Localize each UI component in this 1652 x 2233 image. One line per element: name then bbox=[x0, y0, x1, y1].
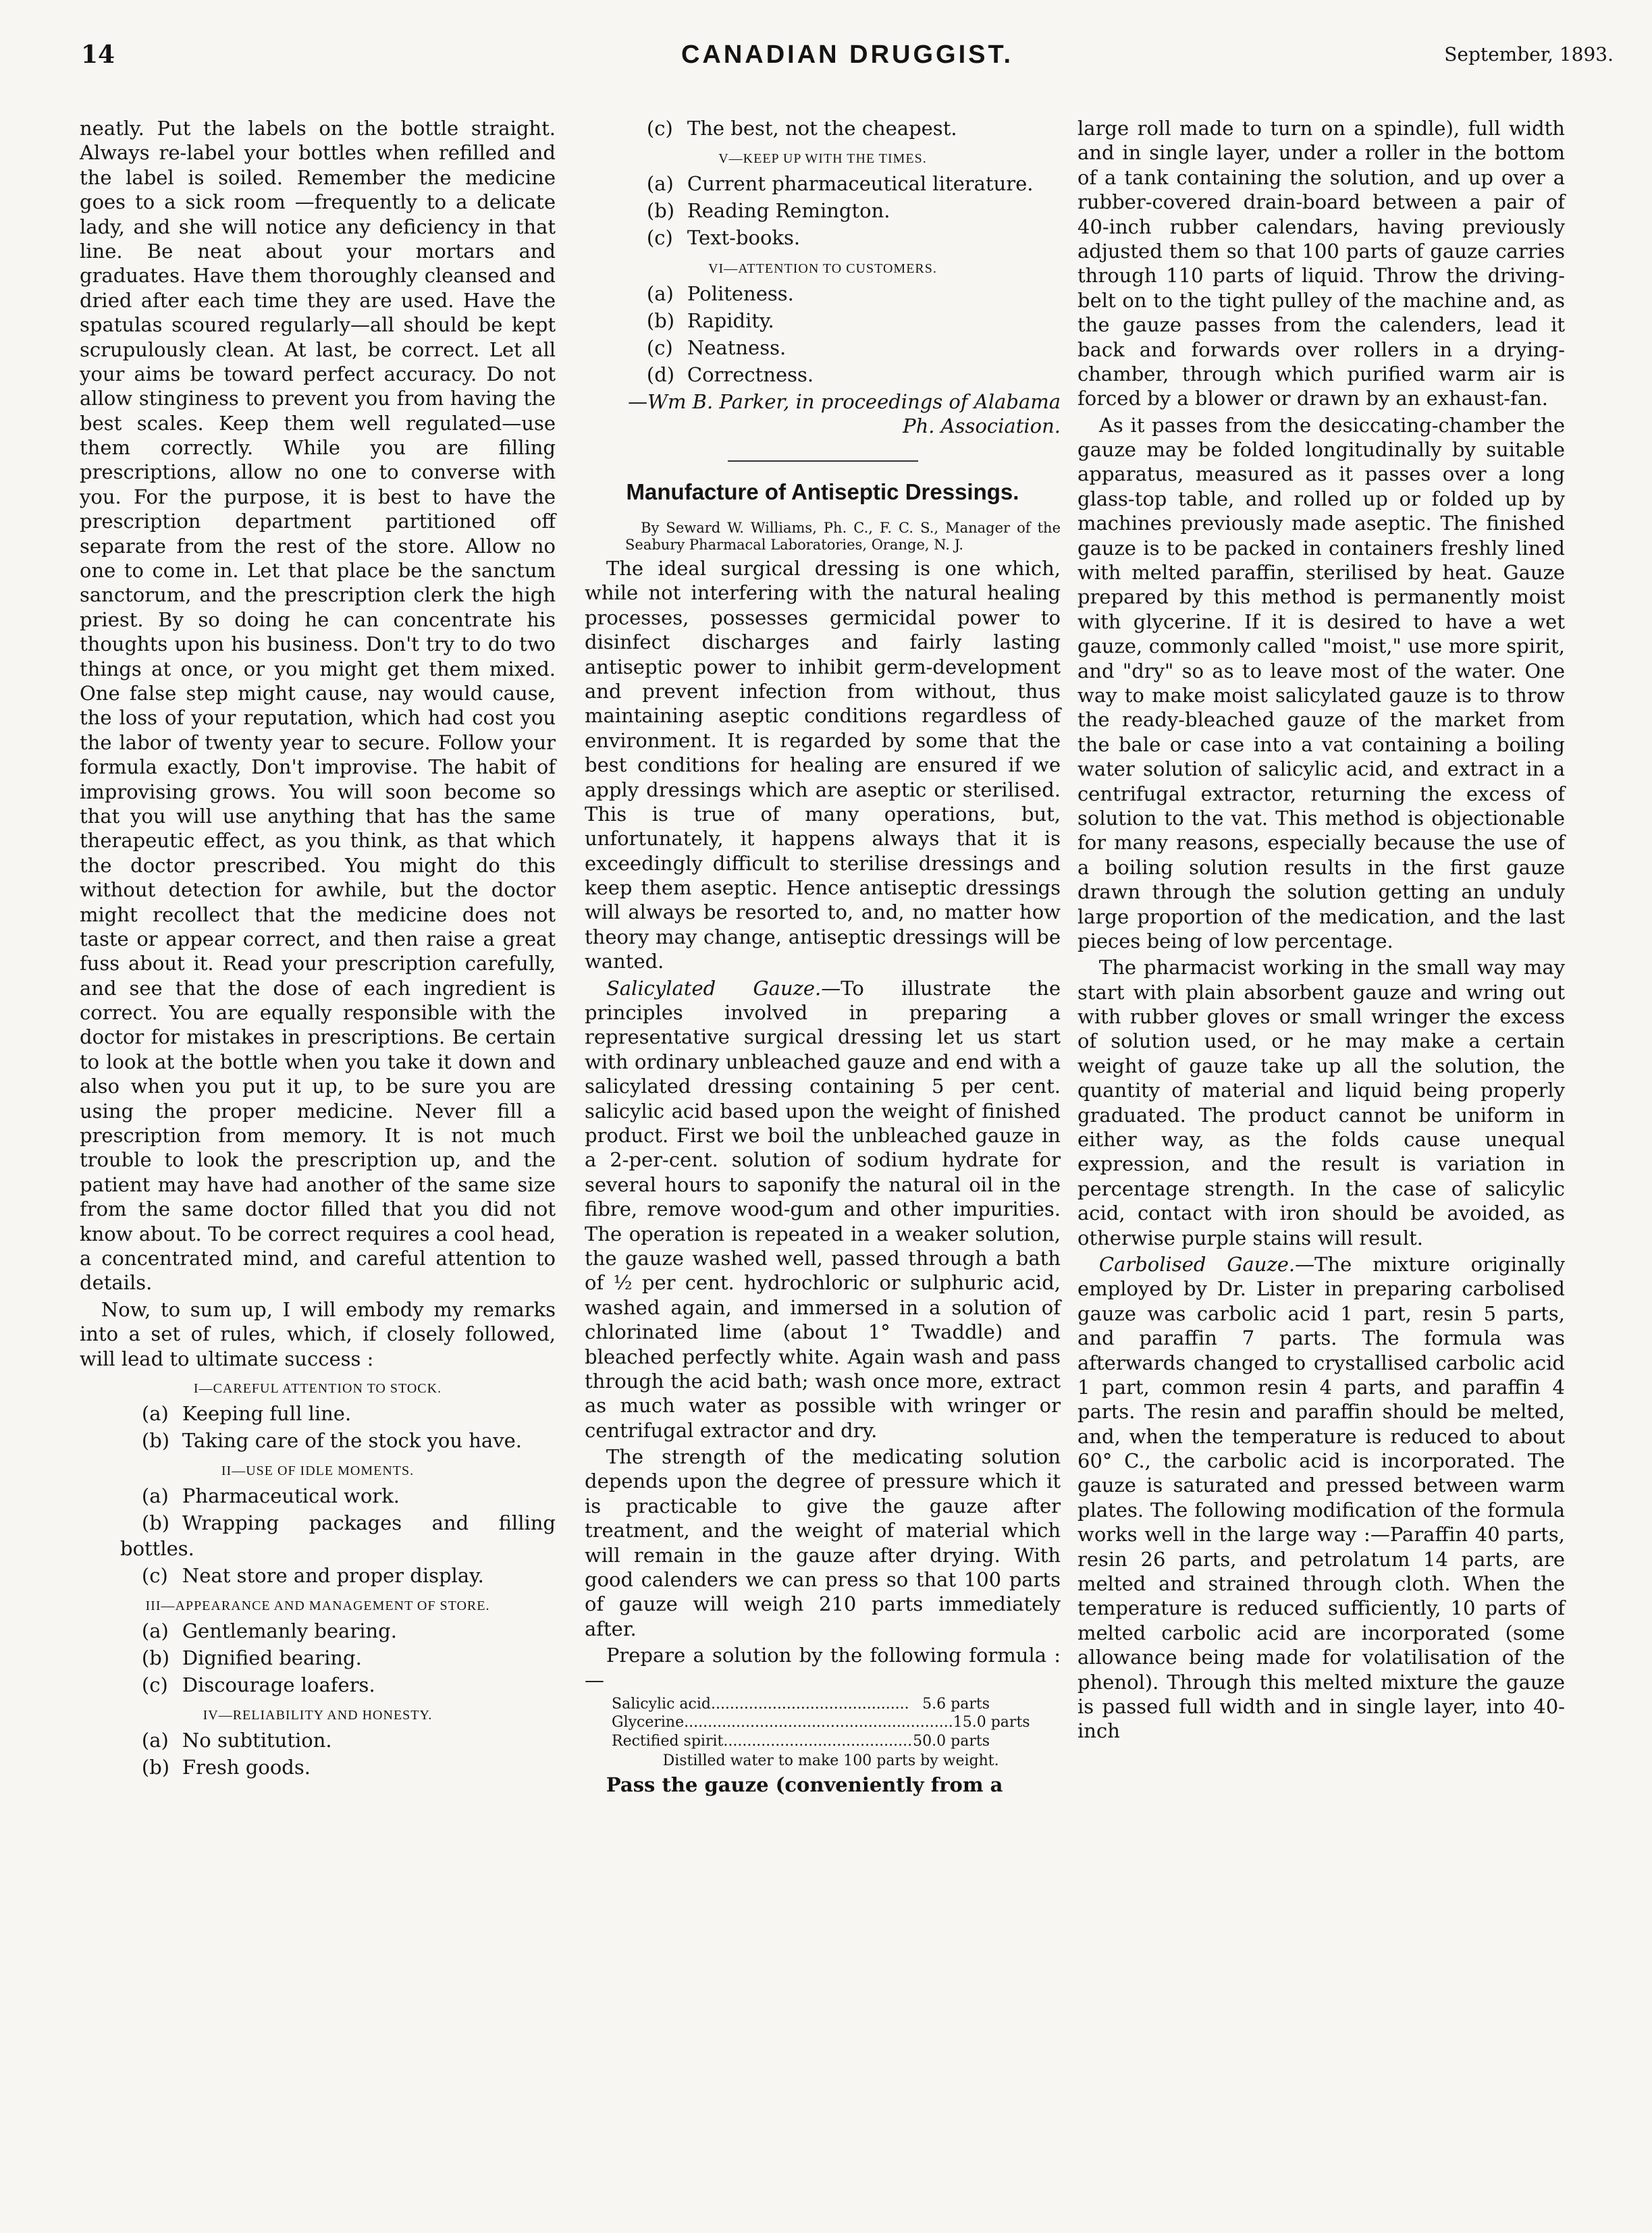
rule-heading: V—KEEP UP WITH THE TIMES. bbox=[718, 151, 927, 167]
rule-item: (b) Reading Remington. bbox=[646, 199, 890, 223]
column-2 bbox=[585, 116, 1061, 1799]
subheading: Salicylated Gauze. bbox=[606, 976, 822, 1000]
paragraph: Prepare a solution by the following formula :— bbox=[585, 1644, 1061, 1692]
article-title: Manufacture of Antiseptic Dressings. bbox=[626, 479, 1019, 504]
page-number: 14 bbox=[81, 41, 115, 69]
rule-item: (c) Neat store and proper display. bbox=[141, 1563, 484, 1587]
paragraph: The pharmacist working in the small way may start with plain absorbent gauze and wring out with rubber gloves or small wringer the excess of solution used, or he may make a certain weight of gauze take up all the solution, the quantity of material and liquid being properly graduated. The product cannot be uniform in either way, as the folds cause unequal expression, and the result is variation in percentage strength. In the case of salicylic acid, contact with iron should be avoided, as otherwise purple stains will result. bbox=[1077, 956, 1565, 1249]
rule-item: (b) Dignified bearing. bbox=[141, 1646, 362, 1669]
rule-item: (b) Taking care of the stock you have. bbox=[141, 1429, 522, 1453]
attribution: —Wm B. Parker, in proceedings of Alabama Ph. Association. bbox=[628, 390, 1061, 438]
paragraph: Now, to sum up, I will embody my remarks into a set of rules, which, if closely followed, will lead to ultimate success : bbox=[80, 1297, 556, 1370]
rule-item: (b) Rapidity. bbox=[646, 308, 774, 332]
rule-heading: II—USE OF IDLE MOMENTS. bbox=[221, 1463, 415, 1479]
column-1 bbox=[80, 116, 556, 1783]
paragraph: As it passes from the desiccating-chamber the gauze may be folded longitudinally by suitable apparatus, measured as it passes over a long glass-top table, and rolled up or folded up by machines previously made aseptic. The finished gauze is to be packed in containers freshly lined with melted paraffin, sterilised by heat. Gauze prepared by this method is permanently moist with glycerine. If it is desired to have a wet gauze, commonly called "moist," use more spirit, and "dry" so as to leave most of the water. One way to make moist salicylated gauze is to throw the ready-bleached gauze of the market from the bale or case into a vat containing a boiling water solution of salicylic acid, and extract in a centrifugal extractor, returning the excess of solution to the vat. This method is objectionable for many reasons, especially because the use of a boiling solution results in the first gauze drawn through the solution getting an unduly large proportion of the medication, and the last pieces being of low percentage. bbox=[1077, 413, 1565, 952]
rule-heading: III—APPEARANCE AND MANAGEMENT OF STORE. bbox=[145, 1598, 490, 1613]
rule-item: (a) Politeness. bbox=[646, 281, 794, 305]
page-header bbox=[81, 41, 1614, 88]
article-separator bbox=[728, 460, 918, 462]
rule-item: (d) Correctness. bbox=[646, 362, 814, 386]
rule-item: (b) Wrapping packages and filling bottles. bbox=[120, 1511, 556, 1560]
paragraph: Salicylated Gauze.—To illustrate the principles involved in preparing a representative surgical dressing let us start with ordinary unbleached gauze and end with a salicylated dressing containing 5 per cent. salicylic acid based upon the weight of finished product. First we boil the unbleached gauze in a 2-per-cent. solution of sodium hydrate for several hours to saponify the natural oil in the fibre, remove wood-gum and other impurities. The operation is repeated in a weaker solution, the gauze washed well, passed through a bath of ½ per cent. hydrochloric or sulphuric acid, washed again, and immersed in a solution of chlorinated lime (about 1° Twaddle) and bleached perfectly white. Again wash and pass through the acid bath; wash once more, extract as much water as possible with wringer or centrifugal extractor and dry. bbox=[585, 976, 1061, 1442]
rule-item: (a) Gentlemanly bearing. bbox=[141, 1619, 397, 1642]
rule-item: (a) Keeping full line. bbox=[141, 1402, 352, 1426]
paragraph: neatly. Put the labels on the bottle straight. Always re-label your bottles when refilled and the label is soiled. Remember the medicine goes to a sick room —frequently to a delicate lady, and she will notice any deficiency in that line. Be neat about your mortars and graduates. Have them thoroughly cleansed and dried after each time they are used. Have the spatulas scoured regularly—all should be kept scrupulously clean. At last, be correct. Let all your aims be toward perfect accuracy. Do not allow stinginess to prevent you from having the best scales. Keep them well regulated—use them correctly. While you are filling prescriptions, allow no one to converse with you. For the purpose, it is best to have the prescription department partitioned off separate from the rest of the store. Allow no one to come in. Let that place be the sanctum sanctorum, and the prescription clerk the high priest. By so doing he can concentrate his thoughts upon his business. Don't try to do two things at once, or you might get them mixed. One false step might cause, nay would cause, the loss of your reputation, which had cost you the labor of twenty year to secure. Follow your formula exactly, Don't improvise. The habit of improvising grows. You will soon become so that you will use anything that has the same therapeutic effect, as you think, as that which the doctor prescribed. You might do this without detection for awhile, but the doctor might recollect that the medicine does not taste or appear correct, and then raise a great fuss about it. Read your prescription carefully, and see that the dose of each ingredient is correct. You are equally responsible with the doctor for mistakes in prescriptions. Be certain to look at the bottle when you take it down and also when you put it up, to be sure you are using the proper medicine. Never fill a prescription from memory. It is not much trouble to look the prescription up, and the patient may have had another of the same size from the same doctor filled that you did not know about. To be correct requires a cool head, a concentrated mind, and careful attention to details. bbox=[80, 117, 556, 1295]
rule-item: (a) No subtitution. bbox=[141, 1729, 332, 1752]
rule-item: (c) Text-books. bbox=[646, 226, 801, 250]
paragraph: Pass the gauze (conveniently from a bbox=[606, 1773, 1003, 1797]
subheading: Carbolised Gauze. bbox=[1098, 1252, 1296, 1276]
rule-item: (a) Pharmaceutical work. bbox=[141, 1484, 400, 1508]
formula-row: Glycerine ......................................................... 15.0 parts bbox=[612, 1714, 1030, 1731]
paragraph: large roll made to turn on a spindle), full width and in single layer, under a roller in the bottom of a tank containing the solution, and up over a rubber-covered drain-board between a pair of 40-inch rubber calendars, having previously adjusted them so that 100 parts of gauze carries through 110 parts of liquid. Throw the driving-belt on to the tight pulley of the machine and, as the gauze passes from the calenders, lead it back and forwards over rollers in a drying-chamber, through which purified warm air is forced by a blower or drawn by an exhaust-fan. bbox=[1077, 117, 1565, 410]
rule-heading: IV—RELIABILITY AND HONESTY. bbox=[203, 1708, 433, 1723]
rule-heading: I—CAREFUL ATTENTION TO STOCK. bbox=[193, 1380, 442, 1396]
article-byline: By Seward W. Williams, Ph. C., F. C. S., Manager of the Seabury Pharmacal Laboratories, Orange, N. J. bbox=[625, 519, 1061, 554]
publication-title: CANADIAN DRUGGIST. bbox=[681, 41, 1014, 69]
paragraph: The strength of the medicating solution depends upon the degree of pressure which it is practicable to give the gauze after treatment, and the weight of material which will remain in the gauze after drying. With good calenders we can press so that 100 parts of gauze will weigh 210 parts immediately after. bbox=[585, 1445, 1061, 1640]
rule-item: (c) Discourage loafers. bbox=[141, 1673, 375, 1697]
rule-item: (c) The best, not the cheapest. bbox=[646, 117, 957, 140]
formula-row: Salicylic acid .......................................... 5.6 parts bbox=[612, 1695, 990, 1713]
formula-table bbox=[612, 1695, 1061, 1751]
paragraph: Carbolised Gauze.—The mixture originally employed by Dr. Lister in preparing carbolised gauze was carbolic acid 1 part, resin 5 parts, and paraffin 7 parts. The formula was afterwards changed to crystallised carbolic acid 1 part, common resin 4 parts, and paraffin 4 parts. The resin and paraffin should be melted, and, when the temperature is reduced to about 60° C., the carbolic acid is incorporated. The gauze is saturated and pressed between warm plates. The following modification of the formula works well in the large way :—Paraffin 40 parts, resin 26 parts, and petrolatum 14 parts, are melted and strained through cloth. When the temperature is reduced sufficiently, 10 parts of melted carbolic acid are incorporated (some allowance being made for volatilisation of the phenol). Through this melted mixture the gauze is passed full width and in single layer, into 40-inch bbox=[1077, 1252, 1565, 1743]
rule-item: (b) Fresh goods. bbox=[141, 1756, 311, 1779]
issue-date: September, 1893. bbox=[1444, 43, 1614, 65]
paragraph: The ideal surgical dressing is one which, while not interfering with the natural healing processes, possesses germicidal power to disinfect discharges and fairly lasting antiseptic power to inhibit germ-development and prevent infection from without, thus maintaining aseptic conditions regardless of environment. It is regarded by some that the best conditions for healing are ensured if we apply dressings which are aseptic or sterilised. This is true of many operations, but, unfortunately, it happens always that it is exceedingly difficult to sterilise dressings and keep them aseptic. Hence antiseptic dressings will always be resorted to, and, no matter how theory may change, antiseptic dressings will be wanted. bbox=[585, 557, 1061, 973]
rule-item: (a) Current pharmaceutical literature. bbox=[646, 172, 1034, 196]
formula-row: Rectified spirit ........................................ 50.0 parts bbox=[612, 1732, 990, 1750]
rule-heading: VI—ATTENTION TO CUSTOMERS. bbox=[708, 261, 937, 276]
formula-note: Distilled water to make 100 parts by weight. bbox=[662, 1752, 999, 1770]
rule-item: (c) Neatness. bbox=[646, 335, 787, 359]
column-3 bbox=[1077, 116, 1565, 1746]
